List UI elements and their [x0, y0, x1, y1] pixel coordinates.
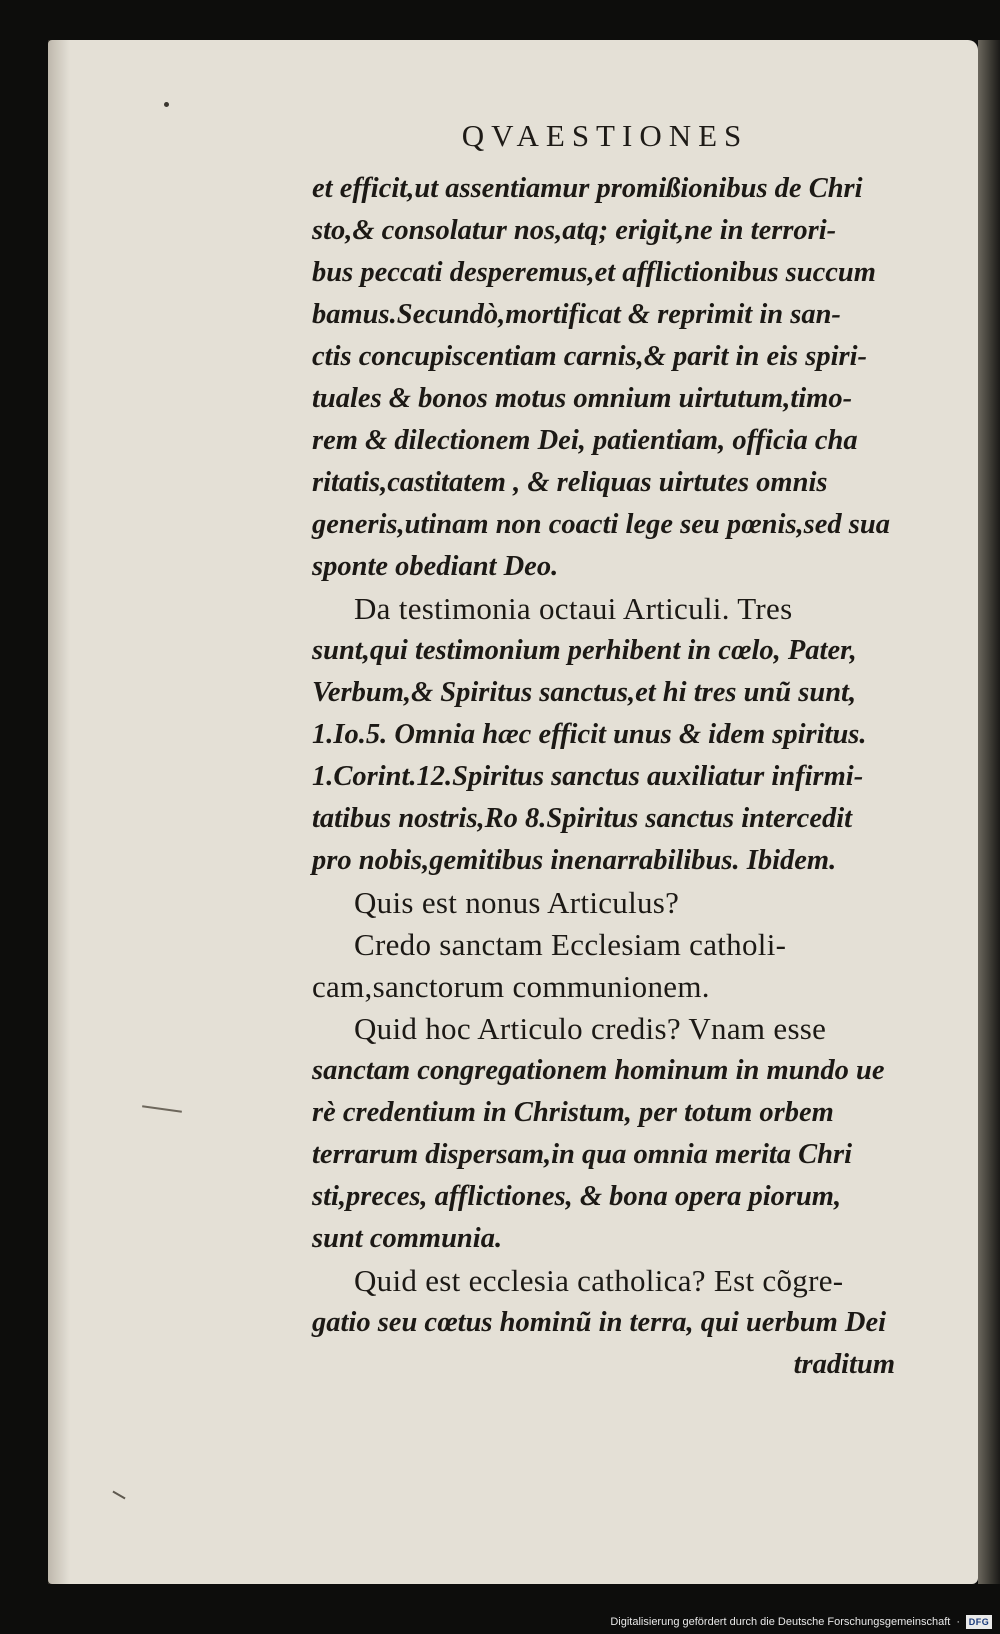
text-line: ritatis,castitatem , & reliquas uirtutes omnis [312, 467, 828, 498]
text-line: Quid hoc Articulo credis? Vnam esse [354, 1011, 827, 1046]
text-line: sto,& consolatur nos,atq; erigit,ne in terrori- [312, 215, 837, 246]
text-line: Credo sanctam Ecclesiam catholi- [354, 927, 787, 962]
text-line: pro nobis,gemitibus inenarrabilibus. Ibidem. [312, 845, 837, 876]
ink-speck [164, 102, 169, 107]
text-line: bus peccati desperemus,et afflictionibus succum [312, 257, 876, 288]
text-line: ctis concupiscentiam carnis,& parit in eis spiri- [312, 341, 867, 372]
footer-credit: Digitalisierung gefördert durch die Deutsche Forschungsgemeinschaft [610, 1616, 951, 1628]
text-line: 1.Io.5. Omnia hæc efficit unus & idem spiritus. [312, 719, 867, 750]
text-line: Da testimonia octaui Articuli. Tres [354, 591, 793, 626]
text-line: rè credentium in Christum, per totum orbem [312, 1097, 834, 1128]
text-line: Verbum,& Spiritus sanctus,et hi tres unũ sunt, [312, 677, 857, 708]
dfg-logo-icon: DFG [966, 1615, 992, 1629]
text-line: 1.Corint.12.Spiritus sanctus auxiliatur infirmi- [312, 761, 864, 792]
text-line: gatio seu cœtus hominũ in terra, qui uerbum Dei [312, 1307, 887, 1338]
text-line: Quis est nonus Articulus? [354, 885, 680, 920]
text-line: sunt,qui testimonium perhibent in cœlo, Pater, [312, 635, 857, 666]
text-line: sanctam congregationem hominum in mundo ue [312, 1055, 885, 1086]
page-edge [978, 40, 1000, 1584]
text-line: Quid est ecclesia catholica? Est cõgre- [354, 1263, 844, 1298]
digitization-footer [0, 1612, 992, 1632]
footer-separator: · [956, 1616, 960, 1628]
text-line: cam,sanctorum communionem. [312, 969, 710, 1004]
running-title: QVAESTIONES [461, 118, 749, 153]
text-line: rem & dilectionem Dei, patientiam, officia cha [312, 425, 858, 456]
text-line: bamus.Secundò,mortificat & reprimit in san- [312, 299, 841, 330]
catchword: traditum [793, 1349, 895, 1380]
text-line: generis,utinam non coacti lege seu pœnis,sed sua [312, 509, 890, 540]
body-text [312, 168, 937, 1386]
text-line: tuales & bonos motus omnium uirtutum,timo- [312, 383, 853, 414]
spine-shadow [48, 40, 70, 1584]
text-line: sponte obediant Deo. [312, 551, 559, 582]
text-line: terrarum dispersam,in qua omnia merita Chri [312, 1139, 853, 1170]
text-line: sunt communia. [312, 1223, 503, 1254]
text-line: et efficit,ut assentiamur promißionibus de Chri [312, 173, 863, 204]
text-line: sti,preces, afflictiones, & bona opera piorum, [312, 1181, 842, 1212]
text-line: tatibus nostris,Ro 8.Spiritus sanctus intercedit [312, 803, 853, 834]
